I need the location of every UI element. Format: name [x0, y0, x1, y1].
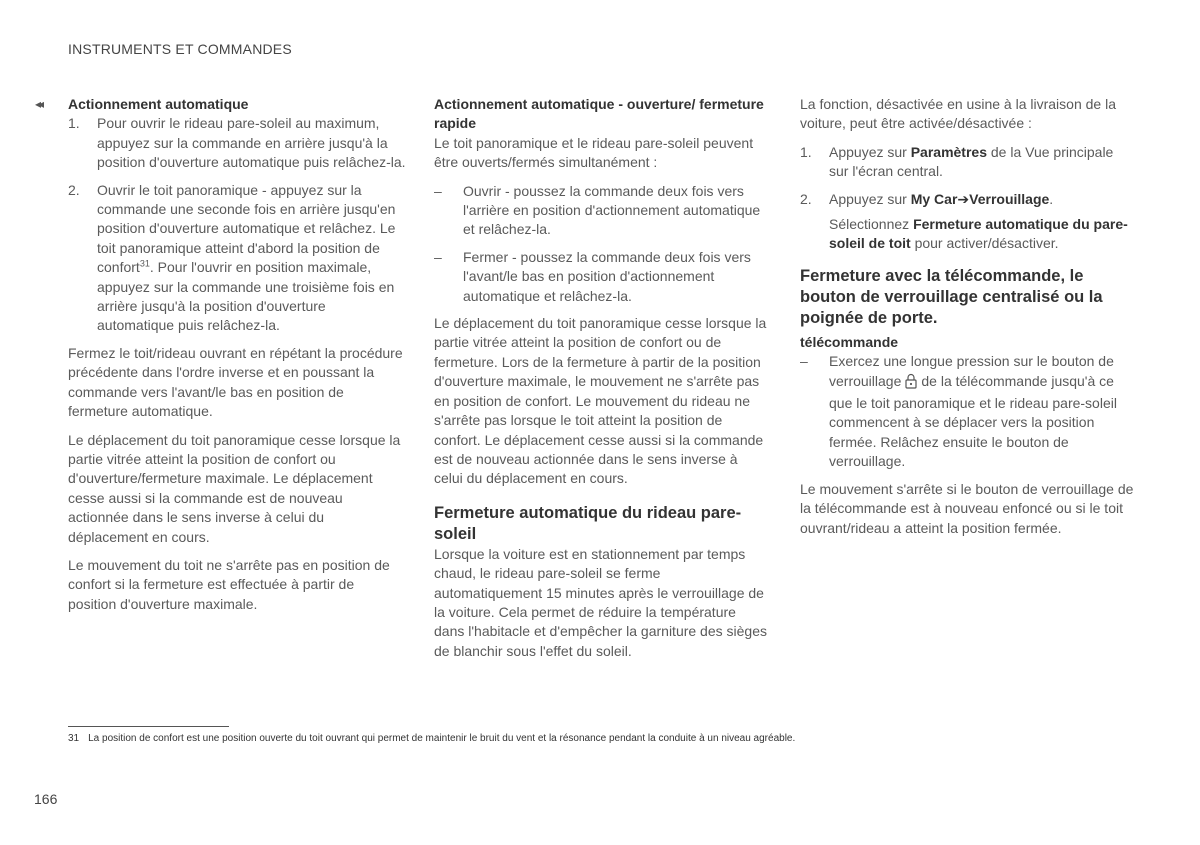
column-1: [68, 95, 406, 623]
heading-remote-close: Fermeture avec la télécommande, le bouton de verrouillage centralisé ou la poignée de porte.: [800, 266, 1103, 327]
lock-icon: [905, 373, 917, 394]
list-number: 2.: [68, 181, 80, 198]
list-text: Pour ouvrir le rideau pare-soleil au maximum, appuyez sur la commande en arrière jusqu'à la position d'ouverture automatique puis relâchez-la.: [97, 115, 406, 171]
list-item: [434, 248, 770, 306]
paragraph: Fermez le toit/rideau ouvrant en répétant la procédure précédente dans l'ordre inverse et en poussant la commande vers l'avant/le bas en position de fermeture automatique.: [68, 344, 403, 420]
list-text-part: Appuyez sur: [829, 190, 911, 207]
paragraph: [829, 215, 1136, 254]
list-item: [68, 181, 406, 336]
arrow-right-icon: ➔: [957, 190, 970, 207]
text-part: pour activer/désactiver.: [910, 235, 1059, 252]
menu-ref-my-car: My Car: [910, 190, 958, 207]
list-dash: –: [434, 182, 442, 199]
section-title: INSTRUMENTS ET COMMANDES: [68, 41, 292, 57]
list-item: [800, 190, 1136, 209]
menu-ref-verrouillage: Verrouillage: [969, 190, 1050, 207]
heading-auto-close-sunshade: Fermeture automatique du rideau pare-soleil: [434, 503, 742, 543]
footnote: [68, 733, 795, 744]
page-number: 166: [34, 791, 58, 807]
footnote-number: 31: [68, 733, 80, 744]
paragraph: Le mouvement s'arrête si le bouton de verrouillage de la télécommande est à nouveau enfoncé ou si le toit ouvrant/rideau a atteint la position fermée.: [800, 480, 1134, 536]
heading-automatic-operation: Actionnement automatique: [68, 96, 249, 112]
list-number: 1.: [800, 143, 812, 160]
list-text-part: . Pour l'ouvrir en position maximale, appuyez sur la commande une troisième fois en arrière jusqu'à la position d'ouverture automatique puis relâchez-la.: [97, 259, 395, 334]
footnote-ref: 31: [139, 258, 150, 269]
list-text: Ouvrir - poussez la commande deux fois vers l'arrière en position d'actionnement automatique et relâchez-la.: [463, 182, 761, 238]
list-text-part: Exercez une longue pression sur le bouton de verrouillage: [829, 353, 1114, 389]
list-text-part: .: [1049, 190, 1054, 207]
list-number: 2.: [800, 190, 812, 207]
list-text-part: de la Vue principale sur l'écran central.: [829, 143, 1114, 180]
continued-icon: ◂◂: [35, 97, 42, 111]
paragraph: Le déplacement du toit panoramique cesse lorsque la partie vitrée atteint la position de confort ou de fermeture. Lors de la fermeture à partir de la position d'ouverture maximale, le mouvement ne s'arrête pas en position de confort. Le mouvement du rideau ne s'arrête pas lorsque le toit atteint la position de confort. Le déplacement cesse aussi si la commande est de nouveau actionnée dans le sens inverse à celui du déplacement en cours.: [434, 315, 767, 487]
paragraph: La fonction, désactivée en usine à la livraison de la voiture, peut être activée/désactivée :: [800, 96, 1116, 132]
list-number: 1.: [68, 115, 80, 132]
setting-ref: Fermeture automatique du pare-soleil de toit: [829, 216, 1128, 252]
list-text: [829, 352, 1136, 471]
list-item: [800, 143, 1136, 182]
paragraph: Le toit panoramique et le rideau pare-soleil peuvent être ouverts/fermés simultanément :: [434, 134, 754, 171]
column-2: [434, 95, 770, 670]
list-dash: –: [434, 248, 442, 265]
list-text: [829, 190, 1136, 209]
list-text-part: Ouvrir le toit panoramique - appuyez sur la commande une seconde fois en arrière jusqu'en position d'ouverture automatique et relâchez. Le toit panoramique atteint d'abord la position de confort: [97, 181, 396, 276]
list-item: [68, 114, 406, 172]
footnote-text: La position de confort est une position ouverte du toit ouvrant qui permet de maintenir le bruit du vent et la résonance pendant la conduite à un niveau agréable.: [88, 733, 796, 744]
list-dash: –: [800, 353, 808, 370]
menu-ref-parametres: Paramètres: [910, 143, 987, 160]
list-item: [434, 182, 770, 240]
footnote-rule: [68, 726, 229, 727]
text-part: Sélectionnez: [829, 216, 914, 233]
list-text: [97, 181, 406, 336]
column-3: [800, 95, 1136, 547]
paragraph: Le déplacement du toit panoramique cesse lorsque la partie vitrée atteint la position de confort ou d'ouverture/fermeture maximale. Le déplacement cesse aussi si la commande est de nouveau actionnée dans le sens inverse à celui du déplacement en cours.: [68, 431, 401, 545]
list-item: [800, 352, 1136, 471]
paragraph: Le mouvement du toit ne s'arrête pas en position de confort si la fermeture est effectuée à partir de position d'ouverture maximale.: [68, 556, 390, 612]
list-text-part: de la télécommande jusqu'à ce que le toit panoramique et le rideau pare-soleil commencent à se déplacer vers la position fermée. Relâchez ensuite le bouton de verrouillage.: [829, 372, 1117, 470]
list-text-part: Appuyez sur: [829, 143, 911, 160]
subheading-remote: télécommande: [800, 333, 899, 350]
list-text: [829, 143, 1136, 182]
heading-quick-open-close: Actionnement automatique - ouverture/ fermeture rapide: [434, 96, 764, 132]
paragraph: Lorsque la voiture est en stationnement par temps chaud, le rideau pare-soleil se ferme automatiquement 15 minutes après le verrouillage de la voiture. Cela permet de réduire la température dans l'habitacle et d'empêcher la garniture des sièges de blanchir sous l'effet du soleil.: [434, 545, 767, 659]
list-text: Fermer - poussez la commande deux fois vers l'avant/le bas en position d'actionnement automatique et relâchez-la.: [463, 248, 751, 304]
